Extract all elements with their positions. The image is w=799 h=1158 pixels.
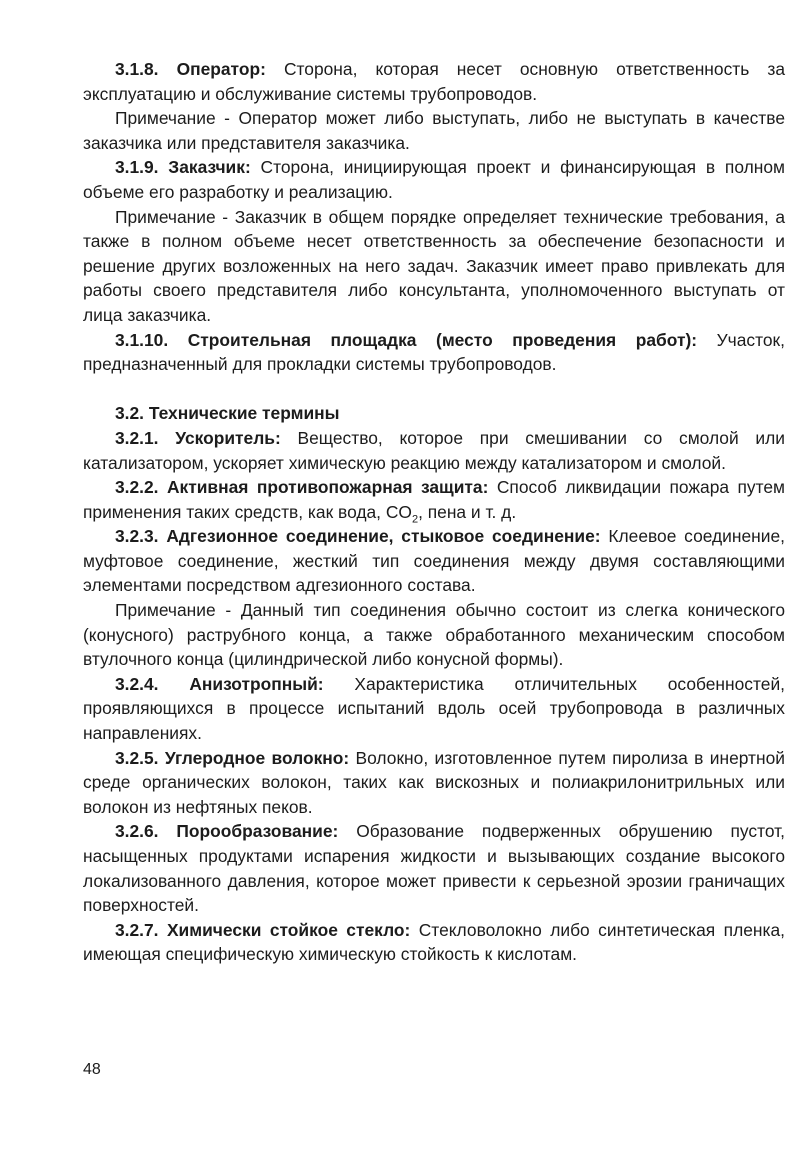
term-label: 3.1.10. Строительная площадка (место проведения работ):: [115, 329, 698, 350]
section-gap: [83, 377, 785, 402]
definition-text: Способ ликвидации пожара путем применения таких средств, как вода, CO: [83, 477, 785, 522]
definition-text: Сторона, инициирующая проект и финансирующая в полном объеме его разработку и реализацию.: [83, 157, 785, 202]
note-text: Примечание - Данный тип соединения обычно состоит из слегка конического (конусного) раструбного конца, а также обработанного механическим способом втулочного конца (цилиндрической либо конусной формы).: [83, 600, 785, 670]
definition-text: Вещество, которое при смешивании со смолой или катализатором, ускоряет химическую реакцию между катализатором и смолой.: [83, 427, 785, 473]
definition-text: Участок, предназначенный для прокладки системы трубопроводов.: [83, 329, 785, 375]
definition-operator: [83, 57, 785, 106]
term-label: 3.2.4. Анизотропный:: [115, 673, 324, 694]
section-heading: 3.2. Технические термины: [115, 403, 340, 424]
term-label: 3.2.1. Ускоритель:: [115, 427, 281, 448]
definition-carbon-fiber: [83, 746, 785, 820]
definition-anisotropic: [83, 672, 785, 746]
note-customer: [83, 205, 785, 328]
definition-text: Стекловолокно либо синтетическая пленка, имеющая специфическую химическую стойкость к кислотам.: [83, 919, 785, 965]
definition-active-fire-protection: [83, 475, 785, 524]
term-label: 3.1.9. Заказчик:: [115, 157, 251, 178]
definition-text: Сторона, которая несет основную ответственность за эксплуатацию и обслуживание системы трубопроводов.: [83, 59, 785, 104]
definition-accelerator: [83, 426, 785, 475]
definition-pore-formation: [83, 819, 785, 917]
definition-adhesive-joint: [83, 524, 785, 598]
definition-construction-site: [83, 328, 785, 377]
page-number: 48: [83, 1061, 101, 1078]
term-label: 3.1.8. Оператор:: [115, 59, 266, 79]
term-label: 3.2.5. Углеродное волокно:: [115, 747, 350, 768]
definition-text: Характеристика отличительных особенностей, проявляющихся в процессе испытаний вдоль осей трубопровода в различных направлениях.: [83, 673, 785, 744]
term-label: 3.2.2. Активная противопожарная защита:: [115, 477, 489, 498]
definition-chemically-resistant-glass: [83, 918, 785, 967]
note-adhesive-joint: [83, 598, 785, 672]
definition-customer: [83, 155, 785, 204]
definition-text: Клеевое соединение, муфтовое соединение, жесткий тип соединения между двумя составляющими элементами посредством адгезионного состава.: [83, 526, 785, 596]
document-body: [83, 57, 785, 967]
note-text: Примечание - Оператор может либо выступать, либо не выступать в качестве заказчика или представителя заказчика.: [83, 108, 785, 153]
note-text: Примечание - Заказчик в общем порядке определяет технические требования, а также в полном объеме несет ответственность за обеспечение безопасности и решение других возложенных на него задач. Заказчик имеет право привлекать для работы своего представителя либо консультанта, уполномоченного выступать от лица заказчика.: [83, 206, 785, 325]
term-label: 3.2.3. Адгезионное соединение, стыковое соединение:: [115, 526, 601, 547]
term-label: 3.2.7. Химически стойкое стекло:: [115, 919, 411, 940]
definition-text: Волокно, изготовленное путем пиролиза в инертной среде органических волокон, таких как вискозных и полиакрилонитрильных или волокон из нефтяных пеков.: [83, 747, 785, 817]
subscript: 2: [411, 513, 419, 526]
definition-text-tail: , пена и т. д.: [418, 501, 517, 522]
note-operator: [83, 106, 785, 155]
definition-text: Образование подверженных обрушению пустот, насыщенных продуктами испарения жидкости и вызывающих создание высокого локализованного давления, которое может привести к серьезной эрозии граничащих поверхностей.: [83, 821, 785, 916]
term-label: 3.2.6. Порообразование:: [115, 821, 339, 842]
